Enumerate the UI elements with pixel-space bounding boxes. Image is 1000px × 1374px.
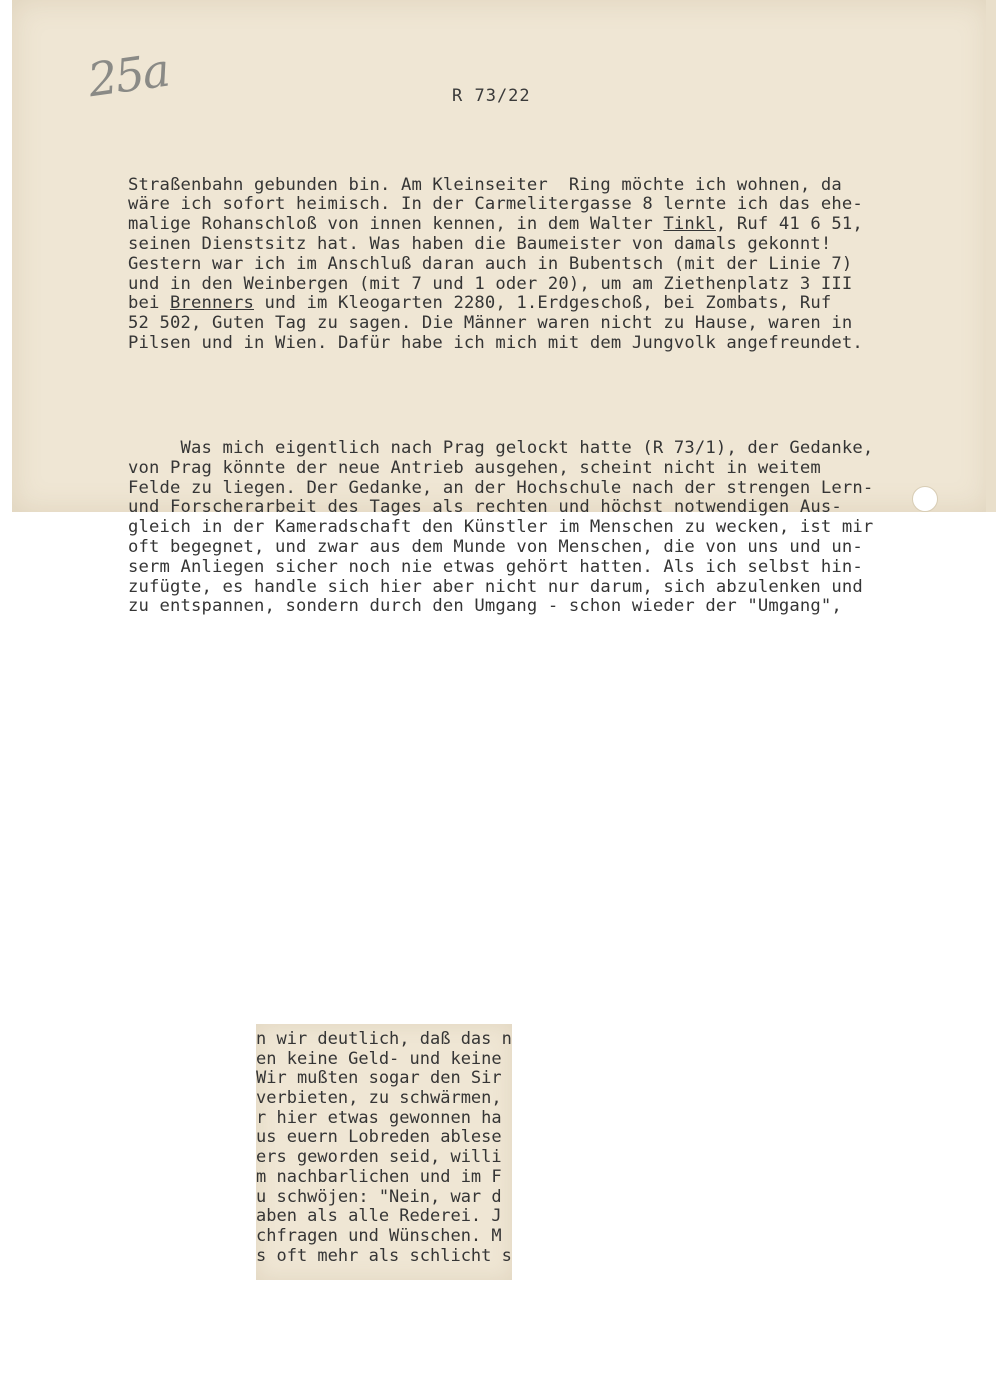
fragment-line: r hier etwas gewonnen ha (256, 1107, 502, 1128)
fragment-line: us euern Lobreden ablese (256, 1127, 502, 1148)
fragment-line: verbieten, zu schwärmen, (256, 1088, 502, 1109)
handwritten-page-number: 25a (84, 42, 172, 108)
paragraph-2 (128, 439, 918, 617)
paragraph-1-line: Pilsen und in Wien. Dafür habe ich mich mit dem Jungvolk angefreundet. (128, 332, 863, 353)
paragraph-1-line: Gestern war ich im Anschluß daran auch in Bubentsch (mit der Linie 7) (128, 253, 853, 274)
paragraph-1-line: wäre ich sofort heimisch. In der Carmelitergasse 8 lernte ich das ehe- (128, 194, 863, 215)
fragment-line: en keine Geld- und keine (256, 1048, 502, 1069)
fragment-line: n wir deutlich, daß das n (256, 1029, 512, 1049)
paragraph-2-line: gleich in der Kameradschaft den Künstler im Menschen zu wecken, ist mir (128, 517, 874, 538)
paragraph-2-line: von Prag könnte der neue Antrieb ausgehen, scheint nicht in weitem (128, 457, 821, 478)
underlined-name: Tinkl (663, 214, 716, 235)
fragment-line: u schwöjen: "Nein, war d (256, 1186, 502, 1207)
document-reference: R 73/22 (452, 86, 531, 106)
fragment-line: Wir mußten sogar den Sir (256, 1068, 502, 1089)
underlined-name: Brenners (170, 293, 254, 314)
fragment-line: ers geworden seid, willi (256, 1147, 502, 1168)
fragment-line: s oft mehr als schlicht s (256, 1245, 512, 1266)
fragment-line: aben als alle Rederei. J (256, 1206, 502, 1227)
document-fragment (256, 1024, 512, 1280)
paragraph-2-line: zufügte, es handle sich hier aber nicht nur darum, sich abzulenken und (128, 576, 863, 597)
paragraph-1-line: 52 502, Guten Tag zu sagen. Die Männer waren nicht zu Hause, waren in (128, 313, 853, 334)
paragraph-2-line: serm Anliegen sicher noch nie etwas gehört hatten. Als ich selbst hin- (128, 556, 863, 577)
paragraph-2-line: zu entspannen, sondern durch den Umgang - schon wieder der "Umgang", (128, 596, 842, 617)
paragraph-1-line: seinen Dienstsitz hat. Was haben die Baumeister von damals gekonnt! (128, 233, 832, 254)
paragraph-2-line: und Forscherarbeit des Tages als rechten und höchst notwendigen Aus- (128, 497, 842, 518)
paragraph-1-line: Straßenbahn gebunden bin. Am Kleinseiter Ring möchte ich wohnen, da (128, 174, 842, 195)
paragraph-1-line: bei Brenners und im Kleogarten 2280, 1.Erdgeschoß, bei Zombats, Ruf (128, 293, 832, 314)
paragraph-2-line: Felde zu liegen. Der Gedanke, an der Hochschule nach der strengen Lern- (128, 477, 874, 498)
paragraph-1 (128, 176, 918, 354)
paragraph-1-line: und in den Weinbergen (mit 7 und 1 oder 20), um am Ziethenplatz 3 III (128, 273, 853, 294)
paragraph-1-line: malige Rohanschloß von innen kennen, in dem Walter Tinkl, Ruf 41 6 51, (128, 214, 863, 235)
document-page-top (12, 0, 990, 617)
paragraph-2-line: Was mich eigentlich nach Prag gelockt hatte (R 73/1), der Gedanke, (128, 437, 874, 458)
fragment-line: chfragen und Wünschen. M (256, 1225, 502, 1246)
paragraph-2-line: oft begegnet, und zwar aus dem Munde von Menschen, die von uns und un- (128, 536, 863, 557)
document-body (128, 136, 918, 657)
fragment-text (256, 1030, 512, 1266)
fragment-line: m nachbarlichen und im F (256, 1166, 502, 1187)
punch-hole (912, 486, 938, 512)
